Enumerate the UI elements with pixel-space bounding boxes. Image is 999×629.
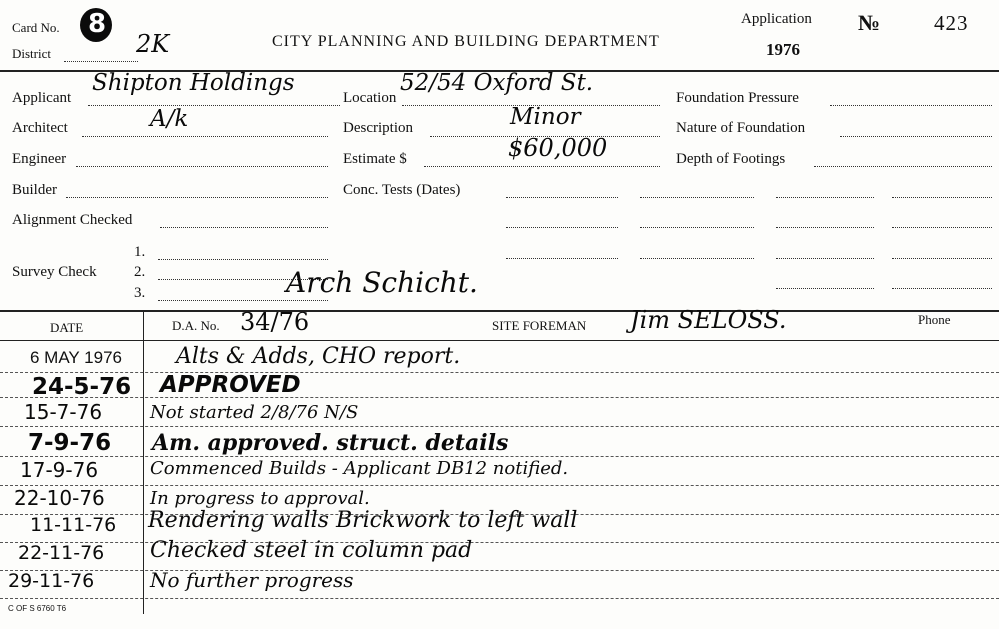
- phone-label: Phone: [918, 312, 951, 327]
- nature-of-foundation-label: Nature of Foundation: [676, 120, 806, 136]
- entry-note: Checked steel in column pad: [150, 538, 473, 563]
- estimate-label: Estimate $: [343, 151, 407, 167]
- foundation-pressure-label: Foundation Pressure: [676, 90, 799, 106]
- conc-tests-label: Conc. Tests (Dates): [343, 182, 461, 198]
- survey-item-1: 1.: [134, 244, 146, 260]
- engineer-label: Engineer: [12, 151, 67, 167]
- description-label: Description: [343, 120, 413, 136]
- number-symbol: №: [858, 10, 881, 35]
- entry-note: No further progress: [150, 568, 354, 592]
- date-column-divider: [143, 310, 144, 614]
- entry-date: 17-9-76: [20, 458, 99, 482]
- entry-note: Not started 2/8/76 N/S: [150, 402, 359, 423]
- entry-date: 11-11-76: [30, 514, 117, 536]
- da-label: D.A. No.: [172, 318, 220, 333]
- entry-note: In progress to approval.: [150, 488, 370, 509]
- location-value: 52/54 Oxford St.: [400, 70, 594, 96]
- card-no-value: 8: [88, 9, 107, 39]
- entry-note: Am. approved. struct. details: [152, 430, 509, 456]
- architect-value: A/k: [150, 106, 189, 132]
- entry-date: 22-11-76: [18, 542, 105, 564]
- entry-date: 7-9-76: [28, 430, 112, 456]
- application-year: 1976: [766, 40, 800, 59]
- survey-check-label: Survey Check: [12, 264, 97, 280]
- survey-item-2: 2.: [134, 264, 146, 280]
- date-header: DATE: [50, 320, 84, 335]
- applicant-value: Shipton Holdings: [92, 70, 295, 96]
- depth-of-footings-label: Depth of Footings: [676, 151, 786, 167]
- location-label: Location: [343, 90, 397, 106]
- estimate-value: $60,000: [508, 134, 608, 162]
- card-no-label: Card No.: [12, 20, 60, 35]
- entry-note: Commenced Builds - Applicant DB12 notified.: [150, 458, 569, 479]
- form-code: C OF S 6760 T6: [8, 604, 67, 613]
- entry-note: APPROVED: [160, 372, 301, 398]
- architect-label: Architect: [12, 120, 68, 136]
- district-label: District: [12, 46, 51, 61]
- survey-item-3: 3.: [134, 285, 146, 301]
- application-label: Application: [741, 11, 812, 27]
- site-foreman-label: SITE FOREMAN: [492, 318, 587, 333]
- entry-date: 6 MAY 1976: [30, 348, 122, 367]
- description-value: Minor: [510, 104, 581, 130]
- da-value: 34/76: [240, 308, 310, 336]
- site-foreman-value: Jim SELOSS.: [630, 306, 787, 334]
- entry-date: 24-5-76: [32, 374, 132, 400]
- log-top-rule: [0, 310, 999, 312]
- log-header-rule: [0, 340, 999, 341]
- builder-label: Builder: [12, 182, 57, 198]
- application-number: 423: [934, 11, 969, 35]
- entry-date: 29-11-76: [8, 570, 95, 592]
- entry-date: 15-7-76: [24, 400, 103, 424]
- survey-signature: Arch Schicht.: [286, 266, 478, 299]
- applicant-label: Applicant: [12, 90, 72, 106]
- district-value: 2K: [136, 30, 170, 58]
- entry-date: 22-10-76: [14, 486, 105, 510]
- alignment-checked-label: Alignment Checked: [12, 212, 133, 228]
- entry-note: Alts & Adds, CHO report.: [176, 344, 461, 369]
- department-title: CITY PLANNING AND BUILDING DEPARTMENT: [272, 33, 660, 50]
- entry-note: Rendering walls Brickwork to left wall: [148, 508, 578, 533]
